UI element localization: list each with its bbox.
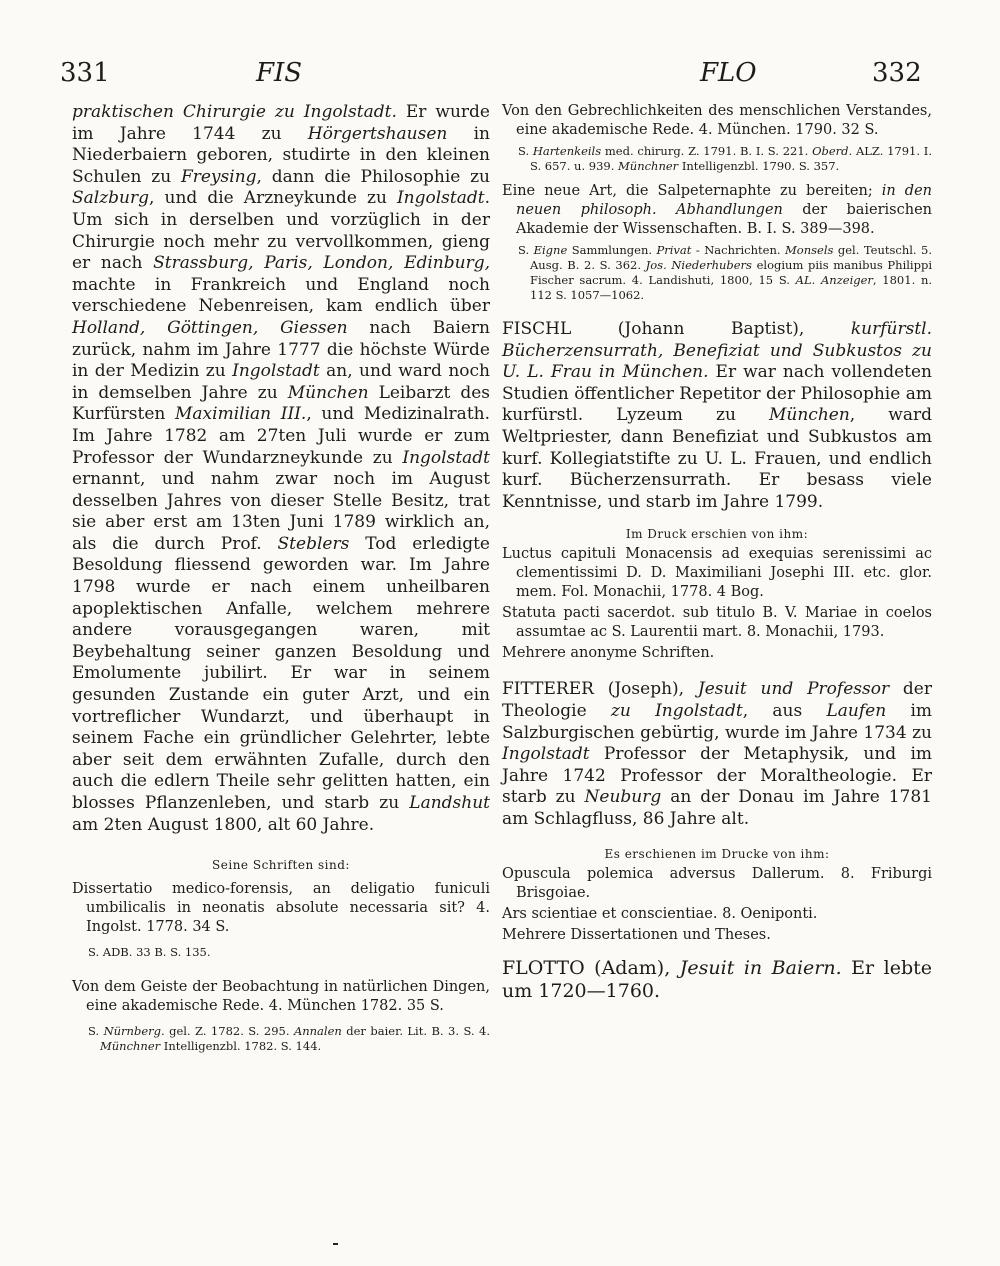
work-item: Opuscula polemica adversus Dallerum. 8. Friburgi Brisgoiae. — [502, 865, 932, 901]
work-item: Luctus capituli Monacensis ad exequias serenissimi ac clementissimi D. D. Maximiliani Josephi III. etc. glor. mem. Fol. Monachii, 1778. 4 Bog. — [502, 546, 932, 601]
entry-continuation: praktischen Chirurgie zu Ingolstadt. Er wurde im Jahre 1744 zu Hörgertshausen in Niederbaiern geboren, studirte in den kleinen Schulen zu Freysing, dann die Philosophie zu Salzburg, und die Arzneykunde zu Ingolstadt. Um sich in derselben und vorzüglich in der Chirurgie noch mehr zu vervollkommen, gieng er nach Strassburg, Paris, London, Edinburg, machte in Frankreich und England noch verschiedene Nebenreisen, kam endlich über Holland, Göttingen, Giessen nach Baiern zurück, nahm im Jahre 1777 die höchste Würde in der Medizin zu Ingolstadt an, und ward noch in demselben Jahre zu München Leibarzt des Kurfürsten Maximilian III., und Medizinalrath. Im Jahre 1782 am 27ten Juli wurde er zum Professor der Wundarzneykunde zu Ingolstadt ernannt, und nahm zwar noch im August desselben Jahres von dieser Stelle Besitz, trat sie aber erst am 13ten Juni 1789 wirklich an, als die durch Prof. Steblers Tod erledigte Besoldung fliessend geworden war. Im Jahre 1798 wurde er nach einem unheilbaren apoplektischen Anfalle, welchem mehrere andere vorausgegangen waren, mit Beybehaltung seiner ganzen Besoldung und Emolumente jubilirt. Er war in seinem gesunden Zustande ein guter Arzt, und ein vortreflicher Wundarzt, und überhaupt in seinem Fache ein gründlicher Gelehrter, lebte aber seit dem erwähnten Zufalle, durch den auch die edlern Theile sehr gelitten hatten, ein blosses Pflanzenleben, und starb zu Landshut am 2ten August 1800, alt 60 Jahre. — [72, 102, 491, 835]
work-reference: S. Hartenkeils med. chirurg. Z. 1791. B. I. S. 221. Oberd. ALZ. 1791. I. S. 657. u. 939. Münchner Intelligenzbl. 1790. S. 357. — [518, 144, 932, 173]
work-item: Eine neue Art, die Salpeternaphte zu bereiten; in den neuen philosoph. Abhandlungen der baierischen Akademie der Wissenschaften. B. I. S. 389—398. — [502, 183, 932, 237]
works-subheading: Im Druck erschien von ihm: — [625, 527, 809, 542]
work-item: Mehrere Dissertationen und Theses. — [502, 926, 771, 943]
work-item: Ars scientiae et conscientiae. 8. Oeniponti. — [502, 905, 818, 922]
work-item: Von den Gebrechlichkeiten des menschlichen Verstandes, eine akademische Rede. 4. München. 1790. 32 S. — [502, 103, 932, 138]
entry-fischl: FISCHL (Johann Baptist), kurfürstl. Bücherzensurrath, Benefiziat und Subkustos zu U. L. Frau in München. Er war nach vollendeten Studien öffentlicher Repetitor der Philosophie am kurfürstl. Lyzeum zu München, ward Weltpriester, dann Benefiziat und Subkustos am kurf. Kollegiatstifte zu U. L. Frauen, und endlich kurf. Bücherzensurrath. Er besass viele Kenntnisse, und starb im Jahre 1799. — [502, 319, 932, 512]
works-subheading: Es erschienen im Drucke von ihm: — [604, 846, 830, 861]
work-reference: S. ADB. 33 B. S. 135. — [88, 945, 211, 960]
right-column — [502, 102, 932, 1003]
work-reference: S. Nürnberg. gel. Z. 1782. S. 295. Annalen der baier. Lit. B. 3. S. 4. Münchner Intelligenzbl. 1782. S. 144. — [88, 1024, 490, 1054]
running-title-right: FLO — [700, 58, 757, 88]
work-reference: S. Eigne Sammlungen. Privat - Nachrichten. Monsels gel. Teutschl. 5. Ausg. B. 2. S. 362. Jos. Niederhubers elogium piis manibus Philippi Fischer sacrum. 4. Landishuti, 1800, 15 S. AL. Anzeiger, 1801. n. 112 S. 1057—1062. — [518, 243, 933, 302]
entry-fitterer: FITTERER (Joseph), Jesuit und Professor der Theologie zu Ingolstadt, aus Laufen im Salzburgischen gebürtig, wurde im Jahre 1734 zu Ingolstadt Professor der Metaphysik, und im Jahre 1742 Professor der Moraltheologie. Er starb zu Neuburg an der Donau im Jahre 1781 am Schlagfluss, 86 Jahre alt. — [502, 679, 932, 829]
work-item: Statuta pacti sacerdot. sub titulo B. V. Mariae in coelos assumtae ac S. Laurentii mart. 8. Monachii, 1793. — [502, 605, 932, 641]
page-number-right: 332 — [872, 58, 922, 88]
running-title-left: FIS — [256, 58, 303, 88]
page-mark — [333, 1243, 338, 1245]
page-number-left: 331 — [60, 58, 110, 88]
work-item: Von dem Geiste der Beobachtung in natürlichen Dingen, eine akademische Rede. 4. München 1782. 35 S. — [72, 979, 490, 1015]
left-column — [72, 102, 490, 1054]
entry-flotto: FLOTTO (Adam), Jesuit in Baiern. Er lebte um 1720—1760. — [502, 956, 932, 1002]
work-item: Dissertatio medico-forensis, an deligatio funiculi umbilicalis in neonatis absolute necessaria sit? 4. Ingolst. 1778. 34 S. — [72, 881, 490, 936]
works-subheading: Seine Schriften sind: — [212, 858, 350, 873]
work-item: Mehrere anonyme Schriften. — [502, 645, 715, 662]
